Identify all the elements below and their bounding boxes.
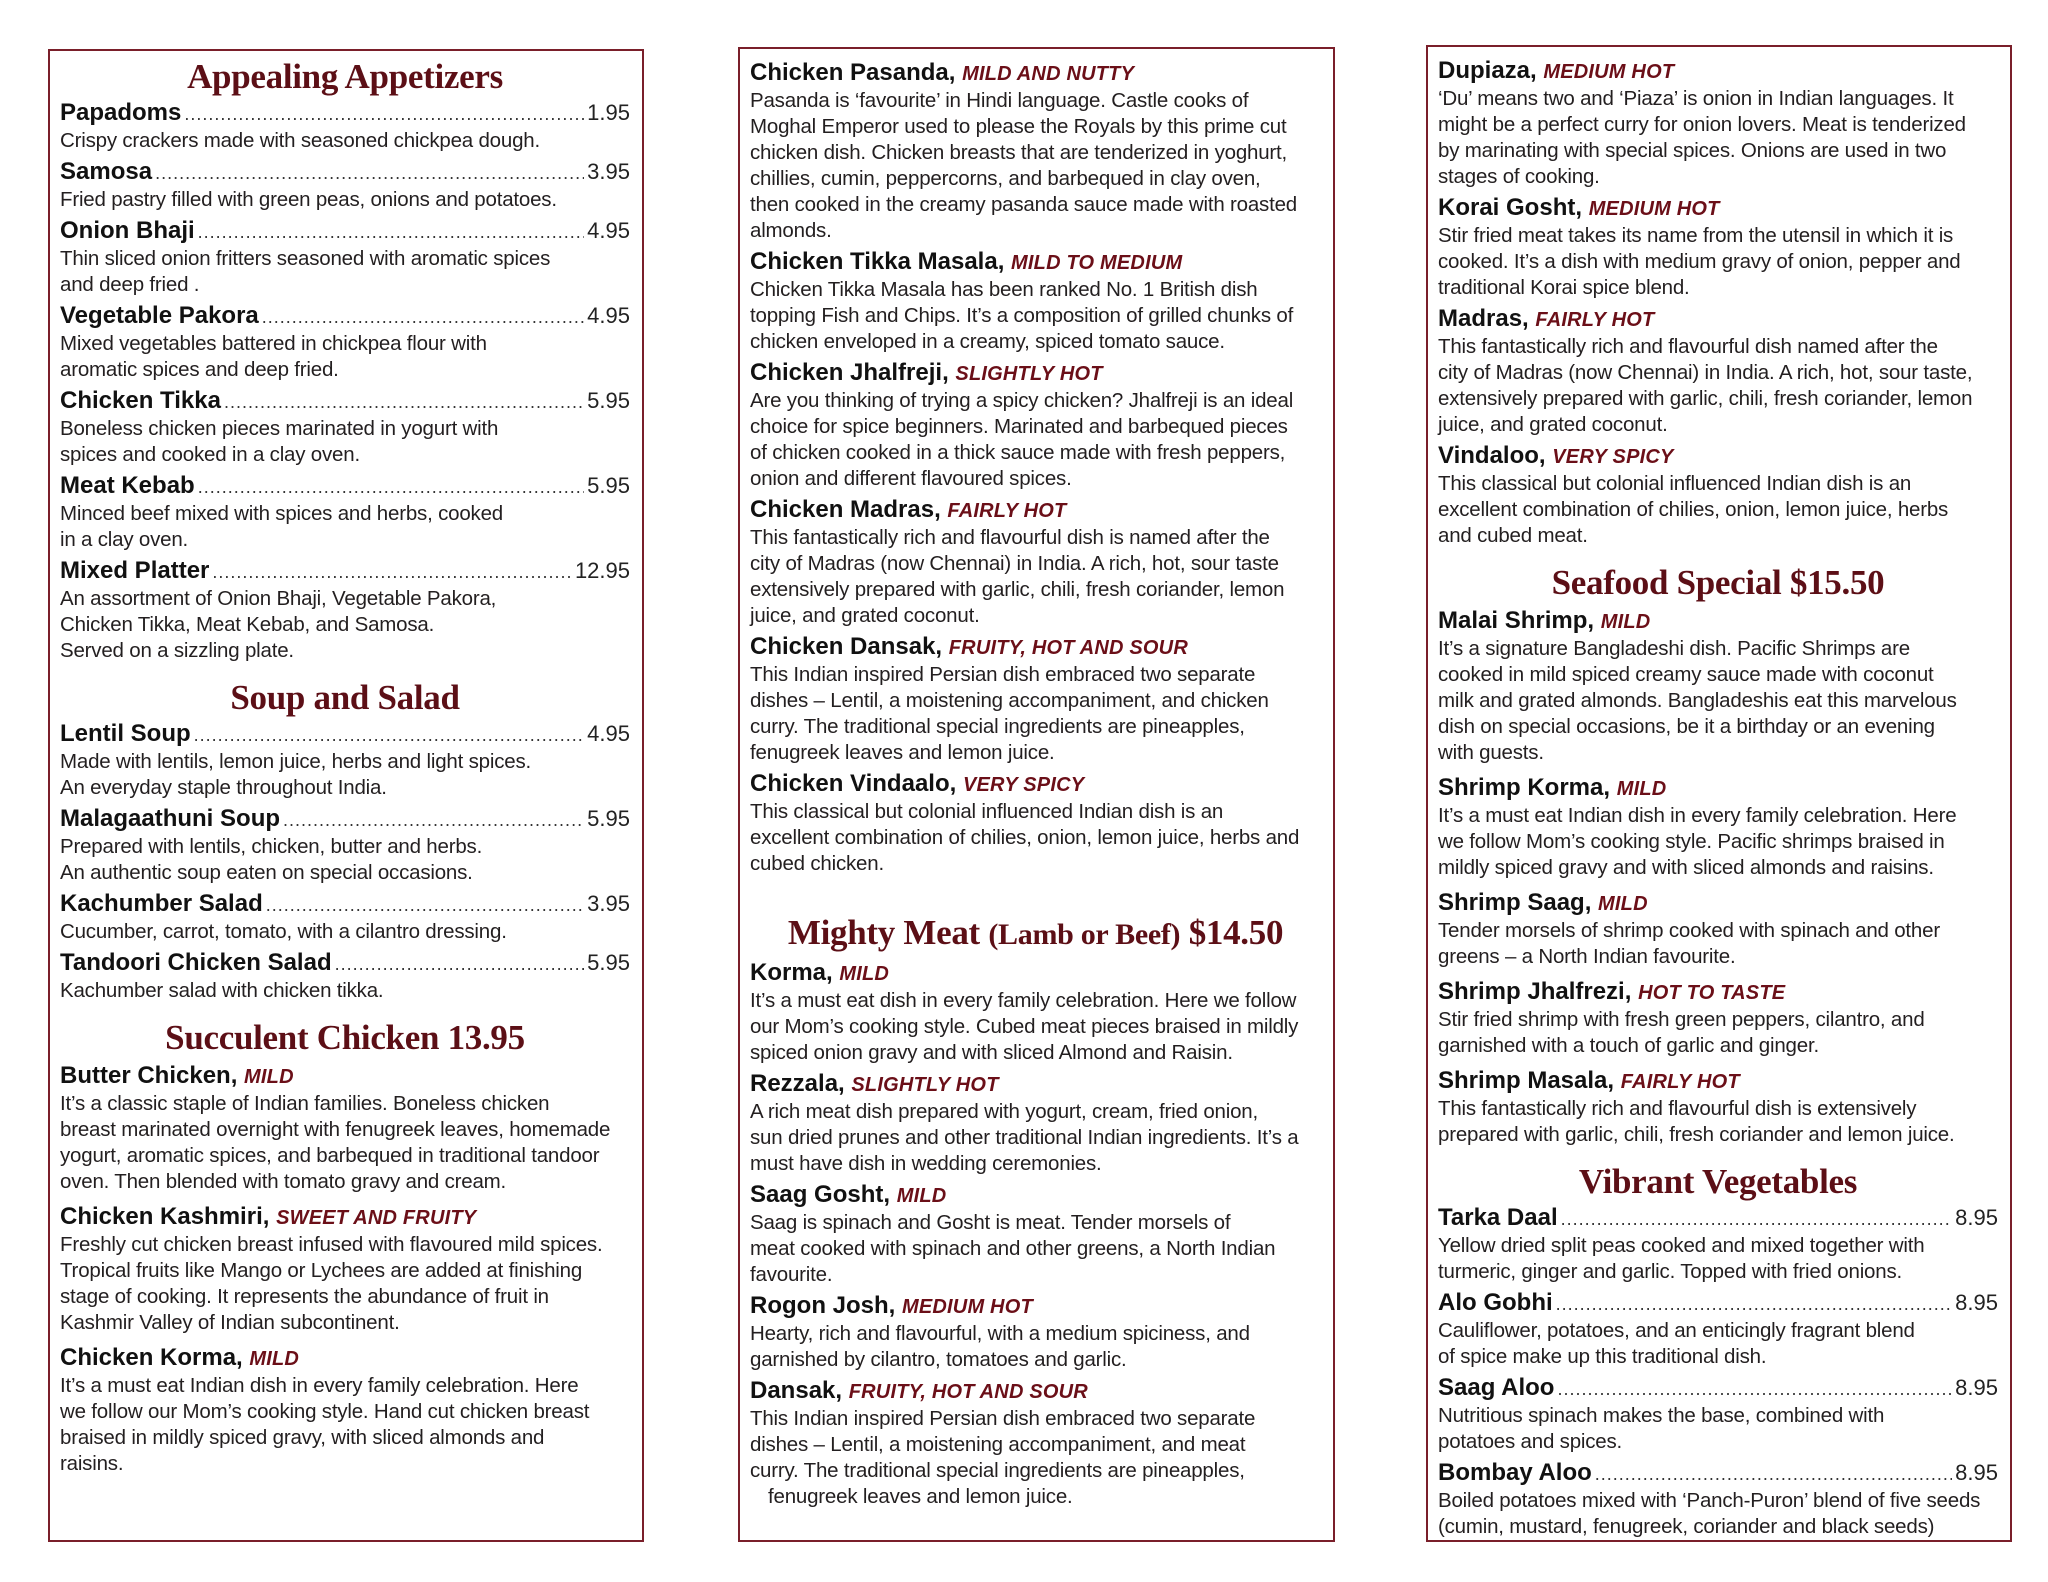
menu-item-name: Butter Chicken, [60, 1062, 238, 1089]
menu-item-description: It’s a signature Bangladeshi dish. Pacific Shrimps are [1438, 637, 1910, 660]
menu-item-description: chicken enveloped in a creamy, spiced tomato sauce. [750, 330, 1225, 353]
menu-item [1438, 1459, 1998, 1540]
menu-item-description: in a clay oven. [60, 528, 189, 551]
menu-item-price: 4.95 [587, 218, 630, 243]
menu-item [60, 1062, 630, 1195]
menu-item-description: almonds. [750, 219, 832, 242]
soup-salad-list [60, 720, 630, 1004]
menu-item-header [1438, 194, 1998, 223]
menu-item-description: city of Madras (now Chennai) in India. A rich, hot, sour taste [750, 552, 1279, 575]
menu-item [60, 949, 630, 1004]
spice-level: HOT TO TASTE [1638, 982, 1786, 1004]
menu-item-description: It’s a classic staple of Indian families. Boneless chicken [60, 1092, 550, 1115]
menu-item-name: Chicken Jhalfreji, [750, 359, 949, 386]
menu-item-description: raisins. [60, 1452, 124, 1475]
menu-item-description: sun dried prunes and other traditional Indian ingredients. It’s a [750, 1126, 1299, 1149]
spice-level: SLIGHTLY HOT [955, 363, 1103, 385]
menu-item-header [750, 496, 1321, 525]
menu-item-description: excellent combination of chilies, onion, lemon juice, herbs [1438, 498, 1949, 521]
spice-level: MILD [249, 1348, 300, 1370]
menu-item [60, 1344, 630, 1477]
menu-item-description: we follow our Mom’s cooking style. Hand cut chicken breast [60, 1400, 590, 1423]
section-title-seafood: Seafood Special $15.50 [1551, 563, 1885, 602]
menu-item [60, 387, 630, 468]
menu-item [60, 890, 630, 945]
menu-item-description: An assortment of Onion Bhaji, Vegetable Pakora, [60, 587, 497, 610]
menu-item [1438, 889, 1998, 970]
menu-item-name: Korai Gosht, [1438, 194, 1583, 221]
section-title-appetizers: Appealing Appetizers [187, 57, 503, 96]
menu-panel-right [1426, 45, 2012, 1542]
menu-item-description: Nutritious spinach makes the base, combined with [1438, 1404, 1885, 1427]
menu-item-name: Korma, [750, 959, 833, 986]
menu-item-header [60, 557, 630, 586]
menu-item-description: dishes – Lentil, a moistening accompaniment, and meat [750, 1433, 1246, 1456]
menu-item-name: Malagaathuni Soup [60, 805, 281, 832]
menu-item-description: curry. The traditional special ingredients are pineapples, [750, 715, 1245, 738]
menu-item-description: and cubed meat. [1438, 524, 1588, 547]
dot-leader [198, 473, 584, 501]
spice-level: SLIGHTLY HOT [851, 1074, 999, 1096]
menu-item-description: of spice make up this traditional dish. [1438, 1345, 1767, 1368]
menu-item-description: of chicken cooked in a thick sauce made with fresh peppers, [750, 441, 1286, 464]
spice-level: MILD [244, 1066, 294, 1088]
menu-item-description: meat cooked with spinach and other greens, a North Indian [750, 1237, 1276, 1260]
menu-item [750, 1377, 1321, 1510]
menu-item-name: Mixed Platter [60, 557, 210, 584]
menu-item-description: It’s a must eat dish in every family celebration. Here we follow [750, 989, 1297, 1012]
menu-item-description: cooked. It’s a dish with medium gravy of onion, pepper and [1438, 250, 1961, 273]
menu-item-description: Tropical fruits like Mango or Lychees are added at finishing [60, 1259, 583, 1282]
menu-item-description: we follow Mom’s cooking style. Pacific shrimps braised in [1438, 830, 1945, 853]
menu-item-description: Minced beef mixed with spices and herbs, cooked [60, 502, 503, 525]
menu-item-header [750, 248, 1321, 277]
menu-item-description: Chicken Tikka, Meat Kebab, and Samosa. [60, 613, 435, 636]
menu-item [750, 770, 1321, 877]
menu-item-description: Prepared with lentils, chicken, butter and herbs. [60, 835, 483, 858]
dot-leader [1556, 1290, 1953, 1318]
menu-item-name: Shrimp Masala, [1438, 1067, 1615, 1094]
menu-item-header [60, 158, 630, 187]
menu-item-price: 8.95 [1955, 1205, 1998, 1230]
dot-leader [1561, 1205, 1953, 1233]
dot-leader [194, 721, 585, 749]
menu-item-description: with guests. [1438, 741, 1544, 764]
menu-item-name: Chicken Tikka Masala, [750, 248, 1005, 275]
menu-item [1438, 978, 1998, 1059]
menu-item-header [1438, 442, 1998, 471]
menu-item-name: Bombay Aloo [1438, 1459, 1592, 1486]
menu-item-description: braised in mildly spiced gravy, with sliced almonds and [60, 1426, 545, 1449]
menu-item-description: stage of cooking. It represents the abundance of fruit in [60, 1285, 549, 1308]
menu-item-description: juice, and grated coconut. [1438, 413, 1668, 436]
menu-item-description: Boiled potatoes mixed with ‘Panch-Puron’ blend of five seeds [1438, 1489, 1981, 1512]
menu-item-name: Rezzala, [750, 1070, 845, 1097]
menu-item-header [1438, 889, 1998, 918]
menu-item-header [60, 387, 630, 416]
menu-item-header [1438, 1289, 1998, 1318]
menu-item-name: Chicken Vindaalo, [750, 770, 957, 797]
menu-item-price: 4.95 [587, 721, 630, 746]
menu-panel-middle [738, 47, 1335, 1542]
menu-item [60, 158, 630, 213]
menu-item-description: Made with lentils, lemon juice, herbs and light spices. [60, 750, 531, 773]
menu-item-price: 1.95 [587, 100, 630, 125]
menu-item-name: Madras, [1438, 305, 1529, 332]
menu-item-header [750, 1292, 1321, 1321]
menu-item-description: Crispy crackers made with seasoned chickpea dough. [60, 129, 540, 152]
dot-leader [224, 388, 584, 416]
menu-item-header [750, 770, 1321, 799]
section-title-chicken: Succulent Chicken 13.95 [165, 1018, 525, 1057]
menu-item-description: prepared with garlic, chili, fresh coriander and lemon juice. [1438, 1123, 1955, 1146]
menu-item [1438, 1374, 1998, 1455]
menu-item-description: chillies, cumin, peppercorns, and barbequed in clay oven, [750, 167, 1261, 190]
menu-item [750, 1070, 1321, 1177]
menu-item-price: 5.95 [587, 473, 630, 498]
spice-level: FAIRLY HOT [947, 500, 1067, 522]
menu-item-header [60, 890, 630, 919]
menu-item-price: 8.95 [1955, 1290, 1998, 1315]
menu-item-description: This fantastically rich and flavourful dish is named after the [750, 526, 1270, 549]
menu-item-header [1438, 1374, 1998, 1403]
menu-item-name: Chicken Kashmiri, [60, 1203, 270, 1230]
menu-item-name: Tarka Daal [1438, 1204, 1558, 1231]
menu-item-name: Dansak, [750, 1377, 843, 1404]
spice-level: FAIRLY HOT [1535, 309, 1655, 331]
menu-item-description: breast marinated overnight with fenugreek leaves, homemade [60, 1118, 611, 1141]
menu-item-description: spiced onion gravy and with sliced Almond and Raisin. [750, 1041, 1233, 1064]
menu-item-description: choice for spice beginners. Marinated and barbequed pieces [750, 415, 1288, 438]
menu-item-header [60, 217, 630, 246]
menu-item-description: fenugreek leaves and lemon juice. [750, 741, 1055, 764]
menu-item-description: It’s a must eat Indian dish in every family celebration. Here [60, 1374, 579, 1397]
menu-item-description: Hearty, rich and flavourful, with a medium spiciness, and [750, 1322, 1250, 1345]
menu-item-description: yogurt, aromatic spices, and barbequed in traditional tandoor [60, 1144, 600, 1167]
menu-item [1438, 1067, 1998, 1148]
menu-item [750, 1292, 1321, 1373]
menu-item-description: Fried pastry filled with green peas, onions and potatoes. [60, 188, 557, 211]
menu-item-description: Served on a sizzling plate. [60, 639, 294, 662]
menu-item-price: 8.95 [1955, 1375, 1998, 1400]
menu-item-header [750, 1070, 1321, 1099]
menu-item [60, 302, 630, 383]
menu-item-description: This classical but colonial influenced Indian dish is an [1438, 472, 1912, 495]
menu-item-price: 5.95 [587, 950, 630, 975]
dot-leader [266, 891, 584, 919]
menu-item-header [1438, 774, 1998, 803]
menu-item [750, 1181, 1321, 1288]
menu-item-header [1438, 978, 1998, 1007]
spice-level: VERY SPICY [962, 774, 1085, 796]
menu-item-description: Are you thinking of trying a spicy chicken? Jhalfreji is an ideal [750, 389, 1294, 412]
menu-item-name: Chicken Dansak, [750, 633, 943, 660]
menu-item-description: garnished with a touch of garlic and ginger. [1438, 1034, 1819, 1057]
menu-item-header [60, 472, 630, 501]
menu-item [1438, 1204, 1998, 1285]
menu-item [750, 248, 1321, 355]
meat-title-main: Mighty Meat [787, 913, 980, 952]
menu-item-description: cubed chicken. [750, 852, 884, 875]
menu-item-description: dishes – Lentil, a moistening accompaniment, and chicken [750, 689, 1269, 712]
menu-item-description: An everyday staple throughout India. [60, 776, 387, 799]
menu-item [750, 496, 1321, 629]
spice-level: MEDIUM HOT [1588, 198, 1720, 220]
menu-item-description: favourite. [750, 1263, 833, 1286]
spice-level: MEDIUM HOT [902, 1296, 1033, 1318]
section-title-vegetables: Vibrant Vegetables [1578, 1162, 1858, 1201]
menu-item-header [1438, 1459, 1998, 1488]
menu-item [1438, 607, 1998, 766]
menu-item-description: cooked in mild spiced creamy sauce made with coconut [1438, 663, 1934, 686]
menu-item-description: Thin sliced onion fritters seasoned with aromatic spices [60, 247, 551, 270]
menu-item-name: Shrimp Jhalfrezi, [1438, 978, 1632, 1005]
dot-leader [335, 950, 585, 978]
menu-item-description: excellent combination of chilies, onion, lemon juice, herbs and [750, 826, 1300, 849]
menu-item-name: Tandoori Chicken Salad [60, 949, 332, 976]
menu-item-description: Tender morsels of shrimp cooked with spinach and other [1438, 919, 1940, 942]
menu-item-description: An authentic soup eaten on special occasions. [60, 861, 473, 884]
meat-title-price: $14.50 [1188, 913, 1284, 952]
menu-item-description: potatoes and spices. [1438, 1430, 1623, 1453]
spice-level: MEDIUM HOT [1543, 61, 1675, 83]
menu-item-header [60, 805, 630, 834]
menu-item-header [750, 959, 1321, 988]
spice-level: FRUITY, HOT AND SOUR [848, 1381, 1088, 1403]
menu-item-name: Shrimp Korma, [1438, 774, 1611, 801]
dot-leader [155, 159, 584, 187]
menu-item [1438, 57, 1998, 190]
dot-leader [283, 806, 584, 834]
menu-item-description: milk and grated almonds. Bangladeshis eat this marvelous [1438, 689, 1957, 712]
menu-item-description: This classical but colonial influenced Indian dish is an [750, 800, 1224, 823]
menu-item-description: Boneless chicken pieces marinated in yogurt with [60, 417, 499, 440]
spice-level: SWEET AND FRUITY [276, 1207, 477, 1229]
seafood-list [1438, 607, 1998, 1148]
menu-item-name: Papadoms [60, 99, 182, 126]
menu-item-name: Lentil Soup [60, 720, 191, 747]
menu-item-name: Chicken Tikka [60, 387, 221, 414]
menu-item-description: then cooked in the creamy pasanda sauce made with roasted [750, 193, 1297, 216]
menu-item [750, 359, 1321, 492]
menu-item-description: Saag is spinach and Gosht is meat. Tender morsels of [750, 1211, 1231, 1234]
appetizers-list [60, 99, 630, 664]
menu-item-description: Moghal Emperor used to please the Royals by this prime cut [750, 115, 1287, 138]
menu-item [750, 59, 1321, 244]
spice-level: MILD AND NUTTY [962, 63, 1135, 85]
spice-level: MILD [1600, 611, 1651, 633]
spice-level: FAIRLY HOT [1620, 1071, 1740, 1093]
menu-item [60, 720, 630, 801]
section-title-soup-salad: Soup and Salad [230, 678, 460, 717]
menu-item-description: aromatic spices and deep fried. [60, 358, 339, 381]
menu-item-header [60, 949, 630, 978]
menu-item [1438, 774, 1998, 881]
spice-level: VERY SPICY [1552, 446, 1674, 468]
menu-item-price: 3.95 [587, 891, 630, 916]
menu-item-description: onion and different flavoured spices. [750, 467, 1072, 490]
menu-item-description: Freshly cut chicken breast infused with flavoured mild spices. [60, 1233, 603, 1256]
menu-item-name: Samosa [60, 158, 153, 185]
menu-item-price: 5.95 [587, 806, 630, 831]
menu-item-header [60, 302, 630, 331]
menu-item-description: city of Madras (now Chennai) in India. A rich, hot, sour taste, [1438, 361, 1973, 384]
dot-leader [212, 558, 572, 586]
menu-item [60, 99, 630, 154]
chicken-list [60, 1062, 630, 1477]
menu-item-description: (cumin, mustard, fenugreek, coriander and black seeds) [1438, 1515, 1935, 1538]
menu-item-header [750, 633, 1321, 662]
menu-item-price: 4.95 [587, 303, 630, 328]
menu-item-name: Shrimp Saag, [1438, 889, 1592, 916]
menu-item-description: and deep fried . [60, 273, 200, 296]
menu-item-header [60, 720, 630, 749]
menu-item-description: Cucumber, carrot, tomato, with a cilantro dressing. [60, 920, 507, 943]
menu-item-name: Dupiaza, [1438, 57, 1537, 84]
spice-level: MILD [1598, 893, 1648, 915]
menu-item-description: Stir fried shrimp with fresh green peppers, cilantro, and [1438, 1008, 1925, 1031]
menu-item [60, 557, 630, 664]
menu-item [750, 959, 1321, 1066]
menu-item-description: It’s a must eat Indian dish in every family celebration. Here [1438, 804, 1957, 827]
menu-item-name: Vindaloo, [1438, 442, 1546, 469]
menu-item-name: Meat Kebab [60, 472, 195, 499]
menu-item-header [60, 1062, 630, 1091]
menu-item-description: ‘Du’ means two and ‘Piaza’ is onion in Indian languages. It [1438, 87, 1954, 110]
menu-item-description: curry. The traditional special ingredients are pineapples, [750, 1459, 1245, 1482]
menu-item-description: Mixed vegetables battered in chickpea flour with [60, 332, 487, 355]
menu-item-description: Stir fried meat takes its name from the utensil in which it is [1438, 224, 1954, 247]
menu-item-name: Kachumber Salad [60, 890, 263, 917]
menu-item [1438, 194, 1998, 301]
menu-item-description: mildly spiced gravy and with sliced almonds and raisins. [1438, 856, 1934, 879]
menu-item-header [60, 1344, 630, 1373]
menu-item-name: Chicken Madras, [750, 496, 941, 523]
menu-item-description: topping Fish and Chips. It’s a composition of grilled chunks of [750, 304, 1294, 327]
menu-item-header [1438, 1067, 1998, 1096]
menu-item-description: This fantastically rich and flavourful dish named after the [1438, 335, 1938, 358]
menu-item-description: garnished by cilantro, tomatoes and garlic. [750, 1348, 1127, 1371]
menu-item-price: 3.95 [587, 159, 630, 184]
menu-item-description: dish on special occasions, be it a birthday or an evening [1438, 715, 1935, 738]
menu-item-header [60, 99, 630, 128]
menu-item-header [1438, 607, 1998, 636]
menu-item-description: extensively prepared with garlic, chili, fresh coriander, lemon [1438, 387, 1973, 410]
menu-item [1438, 442, 1998, 549]
menu-item-description: by marinating with special spices. Onions are used in two [1438, 139, 1947, 162]
menu-item-description: stages of cooking. [1438, 165, 1600, 188]
menu-item-name: Malai Shrimp, [1438, 607, 1595, 634]
meat-list [750, 959, 1321, 1510]
menu-item-price: 12.95 [574, 558, 630, 583]
menu-item [60, 1203, 630, 1336]
menu-item-description: spices and cooked in a clay oven. [60, 443, 360, 466]
menu-item [1438, 305, 1998, 438]
dot-leader [1595, 1460, 1952, 1488]
menu-item [60, 217, 630, 298]
menu-item-header [750, 1377, 1321, 1406]
menu-item-description: Kachumber salad with chicken tikka. [60, 979, 384, 1002]
menu-item-description: our Mom’s cooking style. Cubed meat pieces braised in mildly [750, 1015, 1299, 1038]
menu-item-price: 8.95 [1955, 1460, 1998, 1485]
menu-item-description: fenugreek leaves and lemon juice. [768, 1485, 1073, 1508]
menu-item-name: Rogon Josh, [750, 1292, 896, 1319]
menu-item-description: Chicken Tikka Masala has been ranked No. 1 British dish [750, 278, 1258, 301]
menu-item-name: Onion Bhaji [60, 217, 195, 244]
vegetables-list [1438, 1204, 1998, 1540]
menu-item-description: Cauliflower, potatoes, and an enticingly fragrant blend [1438, 1319, 1915, 1342]
menu-item-description: greens – a North Indian favourite. [1438, 945, 1736, 968]
menu-item [750, 633, 1321, 766]
menu-item-description: This Indian inspired Persian dish embraced two separate [750, 1407, 1256, 1430]
menu-item [60, 472, 630, 553]
spice-level: MILD TO MEDIUM [1011, 252, 1183, 274]
menu-item [1438, 1289, 1998, 1370]
dot-leader [262, 303, 584, 331]
menu-item-name: Saag Aloo [1438, 1374, 1555, 1401]
menu-item-name: Alo Gobhi [1438, 1289, 1553, 1316]
menu-item-description: This Indian inspired Persian dish embraced two separate [750, 663, 1256, 686]
menu-item-header [1438, 305, 1998, 334]
section-title-meat [750, 913, 1321, 955]
menu-item-description: extensively prepared with garlic, chili, fresh coriander, lemon [750, 578, 1285, 601]
menu-item-description: turmeric, ginger and garlic. Topped with fried onions. [1438, 1260, 1902, 1283]
spice-level: MILD [1616, 778, 1667, 800]
menu-item-description: juice, and grated coconut. [750, 604, 980, 627]
menu-item-name: Saag Gosht, [750, 1181, 891, 1208]
menu-item-description: oven. Then blended with tomato gravy and cream. [60, 1170, 507, 1193]
spice-level: MILD [896, 1185, 947, 1207]
meat-title-paren: (Lamb or Beef) [988, 918, 1181, 951]
menu-item-description: chicken dish. Chicken breasts that are tenderized in yoghurt, [750, 141, 1288, 164]
menu-item-header [1438, 57, 1998, 86]
menu-item-description: must have dish in wedding ceremonies. [750, 1152, 1102, 1175]
dot-leader [198, 218, 585, 246]
menu-item-header [750, 1181, 1321, 1210]
chicken-list-continued [750, 59, 1321, 877]
menu-item-description: A rich meat dish prepared with yogurt, cream, fried onion, [750, 1100, 1258, 1123]
menu-item-header [1438, 1204, 1998, 1233]
menu-item-description: Pasanda is ‘favourite’ in Hindi language. Castle cooks of [750, 89, 1249, 112]
dot-leader [184, 100, 584, 128]
menu-item-name: Chicken Pasanda, [750, 59, 956, 86]
spice-level: MILD [839, 963, 890, 985]
menu-item-header [750, 359, 1321, 388]
menu-item-header [60, 1203, 630, 1232]
menu-item-description: Yellow dried split peas cooked and mixed together with [1438, 1234, 1925, 1257]
menu-item-description: This fantastically rich and flavourful dish is extensively [1438, 1097, 1917, 1120]
menu-item-description: traditional Korai spice blend. [1438, 276, 1690, 299]
menu-item-price: 5.95 [587, 388, 630, 413]
menu-item-description: Kashmir Valley of Indian subcontinent. [60, 1311, 400, 1334]
menu-item-name: Vegetable Pakora [60, 302, 259, 329]
spice-level: FRUITY, HOT AND SOUR [948, 637, 1188, 659]
menu-panel-left [48, 49, 644, 1542]
menu-item-header [750, 59, 1321, 88]
dot-leader [1557, 1375, 1952, 1403]
meat-list-continued [1438, 57, 1998, 549]
menu-item [60, 805, 630, 886]
menu-item-name: Chicken Korma, [60, 1344, 243, 1371]
menu-item-description: might be a perfect curry for onion lovers. Meat is tenderized [1438, 113, 1966, 136]
